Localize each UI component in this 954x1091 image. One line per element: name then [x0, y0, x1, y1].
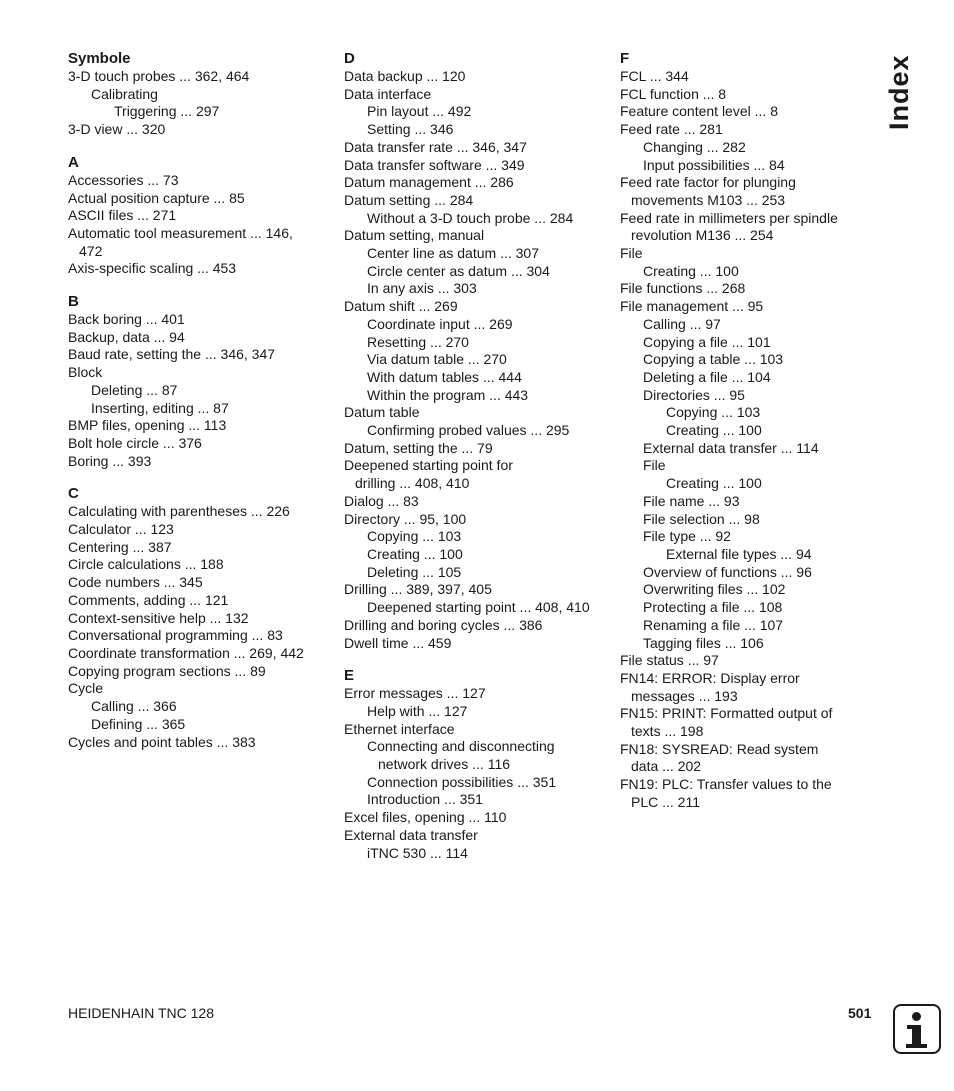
- index-entry: [344, 791, 612, 809]
- entry-text: Dwell time ... 459: [344, 634, 452, 651]
- index-column-1: [68, 49, 336, 765]
- entry-text: Copying a file ... 101: [643, 333, 771, 350]
- entry-text: Data transfer rate ... 346, 347: [344, 138, 527, 155]
- entry-text: Input possibilities ... 84: [643, 156, 785, 173]
- entry-text: Comments, adding ... 121: [68, 591, 229, 608]
- entry-text: Calculator ... 123: [68, 521, 174, 538]
- entry-text: FN18: SYSREAD: Read system: [620, 740, 819, 757]
- entry-text: External data transfer: [344, 826, 478, 843]
- index-section: [620, 49, 888, 812]
- entry-text: Circle center as datum ... 304: [367, 262, 550, 279]
- index-entry: [620, 351, 888, 369]
- entry-text: Protecting a file ... 108: [643, 599, 783, 616]
- index-entry: [344, 334, 612, 352]
- entry-text: File functions ... 268: [620, 280, 746, 297]
- index-entry: [620, 617, 888, 635]
- entry-text: File selection ... 98: [643, 510, 760, 527]
- entry-text: Context-sensitive help ... 132: [68, 609, 249, 626]
- entry-text: Inserting, editing ... 87: [91, 399, 229, 416]
- entry-text: Directory ... 95, 100: [344, 510, 467, 527]
- index-entry: [344, 845, 612, 863]
- entry-text: Automatic tool measurement ... 146,: [68, 224, 293, 241]
- section-heading: A: [68, 153, 79, 171]
- entry-text: Copying program sections ... 89: [68, 662, 266, 679]
- index-entry: [344, 68, 612, 86]
- entry-text: Without a 3-D touch probe ... 284: [367, 209, 574, 226]
- index-entry: [344, 528, 612, 546]
- entry-text: Feed rate in millimeters per spindle: [620, 209, 838, 226]
- index-entry: [620, 121, 888, 139]
- entry-continuation: movements M103 ... 253: [631, 191, 786, 208]
- entry-text: Drilling and boring cycles ... 386: [344, 616, 543, 633]
- entry-continuation: data ... 202: [631, 758, 702, 775]
- entry-text: Conversational programming ... 83: [68, 627, 283, 644]
- index-entry: [620, 263, 888, 281]
- index-section: [68, 484, 336, 751]
- index-entry: [344, 457, 612, 492]
- index-entry: [344, 809, 612, 827]
- index-entry: [344, 351, 612, 369]
- index-entry: [68, 627, 336, 645]
- index-entry: [68, 172, 336, 190]
- index-entry: [68, 663, 336, 681]
- entry-text: Drilling ... 389, 397, 405: [344, 581, 492, 598]
- index-entry: [344, 827, 612, 845]
- index-entry: [68, 698, 336, 716]
- entry-text: Cycle: [68, 680, 104, 697]
- entry-text: Copying a table ... 103: [643, 351, 784, 368]
- index-entry: [68, 260, 336, 278]
- index-entry: [620, 670, 888, 705]
- index-entry: [68, 539, 336, 557]
- section-heading: D: [344, 50, 355, 67]
- entry-text: Baud rate, setting the ... 346, 347: [68, 346, 276, 363]
- index-entry: [68, 346, 336, 364]
- index-entry: [620, 440, 888, 458]
- entry-text: In any axis ... 303: [367, 280, 477, 297]
- entry-text: File name ... 93: [643, 492, 740, 509]
- entry-text: Dialog ... 83: [344, 492, 419, 509]
- index-entry: [344, 721, 612, 739]
- index-entry: [620, 705, 888, 740]
- index-entry: [620, 564, 888, 582]
- entry-text: File management ... 95: [620, 298, 764, 315]
- entry-text: Resetting ... 270: [367, 333, 469, 350]
- index-section: [68, 292, 336, 470]
- entry-text: FCL function ... 8: [620, 85, 727, 102]
- index-entry: [620, 139, 888, 157]
- entry-text: Feed rate factor for plunging: [620, 174, 796, 191]
- info-icon: [893, 1004, 941, 1054]
- index-entry: [68, 400, 336, 418]
- entry-text: Datum management ... 286: [344, 174, 514, 191]
- entry-text: Defining ... 365: [91, 715, 186, 732]
- index-entry: [68, 435, 336, 453]
- index-entry: [344, 192, 612, 210]
- section-heading: Symbole: [68, 50, 131, 67]
- entry-text: Overview of functions ... 96: [643, 563, 812, 580]
- entry-text: iTNC 530 ... 114: [367, 844, 468, 861]
- entry-text: Deleting ... 105: [367, 563, 462, 580]
- entry-text: Centering ... 387: [68, 538, 172, 555]
- entry-text: Actual position capture ... 85: [68, 189, 245, 206]
- index-entry: [620, 174, 888, 209]
- entry-text: Boring ... 393: [68, 452, 152, 469]
- index-entry: [620, 581, 888, 599]
- entry-text: File status ... 97: [620, 652, 719, 669]
- footer-product-name: HEIDENHAIN TNC 128: [68, 1005, 215, 1021]
- index-entry: [620, 776, 888, 811]
- entry-text: With datum tables ... 444: [367, 368, 522, 385]
- index-entry: [344, 316, 612, 334]
- index-entry: [344, 227, 612, 245]
- entry-text: Datum, setting the ... 79: [344, 439, 493, 456]
- index-entry: [620, 511, 888, 529]
- index-entry: [68, 592, 336, 610]
- index-entry: [344, 738, 612, 773]
- entry-text: Datum shift ... 269: [344, 298, 458, 315]
- index-section: [68, 49, 336, 139]
- index-entry: [344, 422, 612, 440]
- entry-text: Deepened starting point ... 408, 410: [367, 599, 590, 616]
- entry-text: FN19: PLC: Transfer values to the: [620, 776, 832, 793]
- entry-text: 3-D touch probes ... 362, 464: [68, 68, 250, 84]
- entry-text: Within the program ... 443: [367, 386, 529, 403]
- entry-text: Coordinate input ... 269: [367, 315, 513, 332]
- entry-text: Changing ... 282: [643, 138, 746, 155]
- index-entry: [344, 546, 612, 564]
- index-entry: [344, 685, 612, 703]
- index-entry: [620, 334, 888, 352]
- index-entry: [68, 417, 336, 435]
- entry-text: Copying ... 103: [367, 528, 462, 545]
- entry-text: Error messages ... 127: [344, 685, 486, 702]
- index-entry: [344, 581, 612, 599]
- index-entry: [68, 645, 336, 663]
- index-entry: [620, 280, 888, 298]
- entry-text: Help with ... 127: [367, 702, 468, 719]
- index-column-2: [344, 49, 612, 876]
- entry-text: Calling ... 366: [91, 698, 177, 715]
- entry-text: Confirming probed values ... 295: [367, 422, 570, 439]
- index-column-3: [620, 49, 888, 826]
- index-section: [68, 153, 336, 278]
- index-entry: [68, 121, 336, 139]
- index-entry: [620, 157, 888, 175]
- index-entry: [68, 453, 336, 471]
- index-entry: [620, 298, 888, 316]
- section-heading: B: [68, 293, 79, 311]
- index-entry: [344, 121, 612, 139]
- index-entry: [68, 103, 336, 121]
- entry-text: FCL ... 344: [620, 68, 689, 84]
- index-entry: [344, 493, 612, 511]
- entry-text: Tagging files ... 106: [643, 634, 764, 651]
- index-entry: [68, 556, 336, 574]
- index-entry: [620, 635, 888, 653]
- index-entry: [68, 364, 336, 382]
- index-entry: [344, 280, 612, 298]
- section-heading: C: [68, 485, 79, 503]
- entry-text: Setting ... 346: [367, 121, 454, 138]
- entry-text: Cycles and point tables ... 383: [68, 733, 256, 750]
- entry-text: Creating ... 100: [666, 422, 762, 439]
- entry-text: Creating ... 100: [666, 475, 762, 492]
- entry-text: Deleting ... 87: [91, 381, 178, 398]
- index-entry: [68, 311, 336, 329]
- entry-continuation: messages ... 193: [631, 687, 738, 704]
- entry-text: Back boring ... 401: [68, 311, 185, 328]
- index-entry: [68, 503, 336, 521]
- entry-text: File: [643, 457, 666, 474]
- index-entry: [620, 86, 888, 104]
- entry-text: Data interface: [344, 85, 432, 102]
- index-entry: [620, 546, 888, 564]
- entry-text: 3-D view ... 320: [68, 121, 166, 138]
- index-entry: [344, 369, 612, 387]
- index-entry: [344, 774, 612, 792]
- entry-text: Pin layout ... 492: [367, 103, 472, 120]
- entry-text: Calling ... 97: [643, 315, 721, 332]
- entry-text: Accessories ... 73: [68, 171, 179, 188]
- index-entry: [620, 422, 888, 440]
- index-entry: [68, 734, 336, 752]
- entry-text: Triggering ... 297: [114, 103, 220, 120]
- index-entry: [620, 741, 888, 776]
- index-entry: [620, 493, 888, 511]
- index-entry: [344, 174, 612, 192]
- entry-text: File: [620, 245, 643, 262]
- entry-text: Datum setting, manual: [344, 227, 485, 244]
- index-entry: [620, 457, 888, 475]
- entry-continuation: 472: [79, 242, 103, 259]
- index-entry: [620, 599, 888, 617]
- index-entry: [68, 680, 336, 698]
- index-entry: [344, 298, 612, 316]
- entry-text: Feature content level ... 8: [620, 103, 778, 120]
- index-entry: [344, 210, 612, 228]
- entry-text: Data transfer software ... 349: [344, 156, 525, 173]
- index-entry: [68, 207, 336, 225]
- entry-text: Overwriting files ... 102: [643, 581, 786, 598]
- index-entry: [344, 440, 612, 458]
- entry-text: Datum setting ... 284: [344, 191, 474, 208]
- index-entry: [344, 139, 612, 157]
- index-entry: [620, 245, 888, 263]
- index-side-title: Index: [884, 54, 914, 130]
- index-entry: [620, 387, 888, 405]
- section-heading: E: [344, 667, 355, 685]
- entry-text: ASCII files ... 271: [68, 207, 177, 224]
- entry-continuation: drilling ... 408, 410: [355, 475, 470, 492]
- entry-text: FN14: ERROR: Display error: [620, 669, 800, 686]
- entry-text: Circle calculations ... 188: [68, 556, 224, 573]
- entry-text: File type ... 92: [643, 528, 731, 545]
- entry-text: BMP files, opening ... 113: [68, 417, 227, 434]
- index-entry: [344, 263, 612, 281]
- index-entry: [68, 610, 336, 628]
- entry-continuation: network drives ... 116: [378, 756, 511, 773]
- index-entry: [344, 404, 612, 422]
- entry-text: Coordinate transformation ... 269, 442: [68, 644, 304, 661]
- index-entry: [620, 103, 888, 121]
- entry-text: Center line as datum ... 307: [367, 245, 539, 262]
- entry-text: External data transfer ... 114: [643, 439, 819, 456]
- entry-text: Block: [68, 364, 103, 381]
- entry-text: Ethernet interface: [344, 720, 455, 737]
- entry-text: Connecting and disconnecting: [367, 738, 555, 755]
- index-entry: [620, 369, 888, 387]
- index-entry: [68, 190, 336, 208]
- index-entry: [344, 511, 612, 529]
- entry-text: Datum table: [344, 404, 420, 421]
- entry-text: Calibrating: [91, 85, 158, 102]
- index-entry: [68, 574, 336, 592]
- entry-text: Creating ... 100: [643, 262, 739, 279]
- entry-text: Data backup ... 120: [344, 68, 466, 84]
- entry-continuation: revolution M136 ... 254: [631, 227, 774, 244]
- entry-text: External file types ... 94: [666, 545, 812, 562]
- entry-text: Copying ... 103: [666, 404, 761, 421]
- entry-text: Backup, data ... 94: [68, 328, 185, 345]
- index-entry: [344, 599, 612, 617]
- index-section: [344, 666, 612, 862]
- index-entry: [620, 68, 888, 86]
- index-entry: [344, 103, 612, 121]
- index-section: [344, 49, 612, 652]
- entry-text: Connection possibilities ... 351: [367, 773, 557, 790]
- index-entry: [344, 564, 612, 582]
- entry-text: Directories ... 95: [643, 386, 745, 403]
- index-entry: [68, 86, 336, 104]
- index-entry: [344, 387, 612, 405]
- index-entry: [344, 617, 612, 635]
- index-entry: [620, 528, 888, 546]
- entry-text: Deleting a file ... 104: [643, 368, 771, 385]
- entry-text: FN15: PRINT: Formatted output of: [620, 705, 833, 722]
- entry-text: Bolt hole circle ... 376: [68, 434, 202, 451]
- entry-text: Code numbers ... 345: [68, 574, 203, 591]
- entry-text: Via datum table ... 270: [367, 351, 507, 368]
- entry-text: Excel files, opening ... 110: [344, 809, 507, 826]
- page-number: 501: [848, 1005, 872, 1021]
- index-entry: [344, 157, 612, 175]
- entry-text: Calculating with parentheses ... 226: [68, 503, 290, 520]
- entry-continuation: texts ... 198: [631, 723, 704, 740]
- index-entry: [344, 635, 612, 653]
- index-entry: [620, 316, 888, 334]
- index-entry: [68, 329, 336, 347]
- entry-text: Creating ... 100: [367, 545, 463, 562]
- index-entry: [620, 210, 888, 245]
- index-entry: [68, 521, 336, 539]
- index-entry: [620, 404, 888, 422]
- index-entry: [344, 86, 612, 104]
- index-entry: [620, 652, 888, 670]
- entry-text: Introduction ... 351: [367, 791, 483, 808]
- section-heading: F: [620, 50, 630, 67]
- index-entry: [620, 475, 888, 493]
- index-entry: [68, 68, 336, 86]
- entry-text: Renaming a file ... 107: [643, 616, 784, 633]
- entry-text: Axis-specific scaling ... 453: [68, 260, 237, 277]
- index-entry: [344, 703, 612, 721]
- entry-text: Deepened starting point for: [344, 457, 513, 474]
- entry-continuation: PLC ... 211: [631, 793, 701, 810]
- index-entry: [68, 225, 336, 260]
- index-entry: [68, 716, 336, 734]
- index-entry: [344, 245, 612, 263]
- entry-text: Feed rate ... 281: [620, 121, 723, 138]
- index-entry: [68, 382, 336, 400]
